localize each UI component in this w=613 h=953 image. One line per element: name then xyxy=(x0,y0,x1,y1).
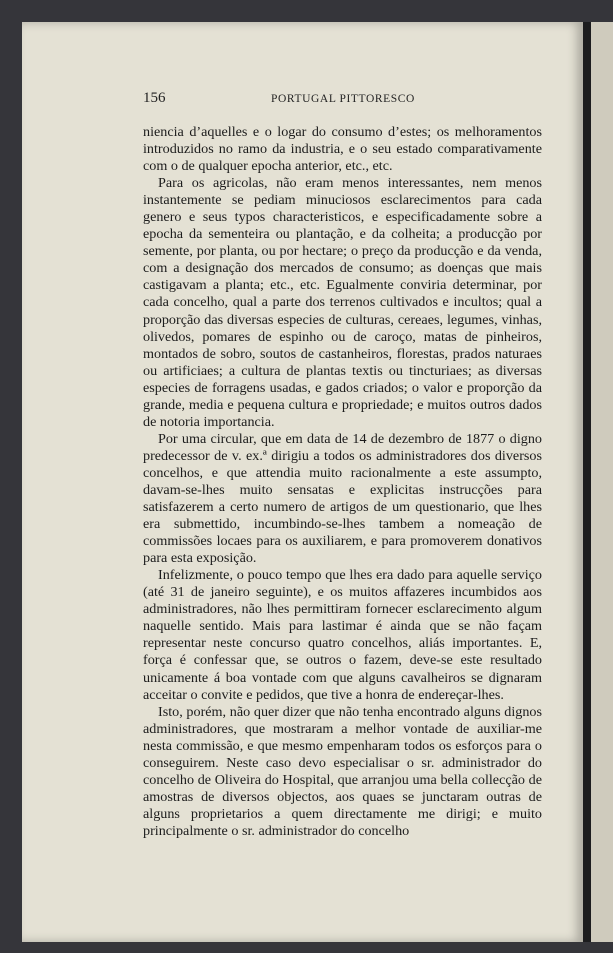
running-title: PORTUGAL PITTORESCO xyxy=(271,93,415,105)
paragraph-unfortunately: Infelizmente, o pouco tempo que lhes era dado para aquelle serviço (até 31 de janeiro seguinte), e os muitos affazeres incumbidos aos administradores, não lhes permittiram fornecer esclarecimento algum naquelle sentido. Mais para lastimar é ainda que se não façam representar neste concurso quatro concelhos, aliás importantes. E, força é confessar que, se outros o fazem, deve-se este resultado unicamente á boa vontade com que alguns cavalheiros se dignaram acceitar o convite e pedidos, que tive a honra de endereçar-lhes. xyxy=(143,567,542,703)
page-header xyxy=(143,90,543,110)
facing-page-edge xyxy=(583,22,613,942)
paragraph-agricultural: Para os agricolas, não eram menos interessantes, nem menos instantemente se pediam minuciosos esclarecimentos para cada genero e seus typos characteristicos, e especificadamente sobre a epocha da sementeira ou plantação, e da colheita; a producção por semente, por planta, ou por hectare; o preço da producção e da venda, com a designação dos mercados de consumo; as doenças que mais castigavam a planta; etc., etc. Egualmente conviria determinar, por cada concelho, qual a parte dos terrenos cultivados e incultos; qual a proporção das diversas especies de culturas, cereaes, legumes, vinhas, olivedos, pomares de espinho ou de caroço, matas de pinheiros, montados de sobro, soutos de castanheiros, florestas, prados naturaes ou artificiaes; a cultura de plantas textis ou tincturiaes; as diversas especies de forragens usadas, e gados criados; o valor e proporção da grande, media e pequena cultura e propriedade; e muitos outros dados de notoria importancia. xyxy=(143,175,542,430)
paragraph-continuation: niencia d’aquelles e o logar do consumo d’estes; os melhoramentos introduzidos no ramo da industria, e o seu estado comparativamente com o de qualquer epocha anterior, etc., etc. xyxy=(143,124,542,175)
page-number: 156 xyxy=(143,90,166,106)
body-text xyxy=(143,124,542,840)
paragraph-circular: Por uma circular, que em data de 14 de dezembro de 1877 o digno predecessor de v. ex.ª dirigiu a todos os administradores dos diversos concelhos, e que attendia muito racionalmente a este assumpto, davam-se-lhes muito sensatas e explicitas instrucções para satisfazerem a certo numero de artigos de um questionario, que lhes era submettido, incumbindo-se-lhes tambem a nomeação de commissões locaes para os auxiliarem, e para promoverem donativos para esta exposição. xyxy=(143,430,542,567)
paragraph-administrators: Isto, porém, não quer dizer que não tenha encontrado alguns dignos administradores, que mostraram a melhor vontade de auxiliar-me nesta commissão, e que mesmo empenharam todos os esforços para o conseguirem. Neste caso devo especialisar o sr. administrador do concelho de Oliveira do Hospital, que arranjou uma bella collecção de amostras de diversos objectos, aos quaes se junctaram outras de alguns proprietarios a quem directamente me dirigi; e muito principalmente o sr. administrador do concelho xyxy=(143,703,542,839)
